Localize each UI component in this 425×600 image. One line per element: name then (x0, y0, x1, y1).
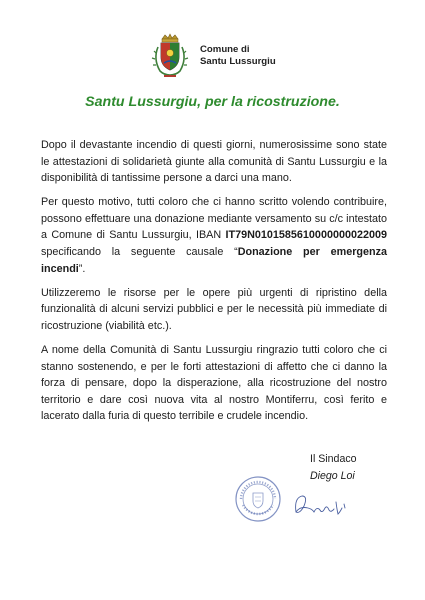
signature-block (310, 451, 357, 484)
paragraph-2 (41, 194, 387, 277)
letterhead (150, 33, 330, 83)
municipality-line-2: Santu Lussurgiu (200, 55, 276, 67)
coat-of-arms-logo (150, 33, 190, 81)
paragraph-2-middle: specificando la seguente causale “ (41, 246, 238, 259)
letter-headline: Santu Lussurgiu, per la ricostruzione. (85, 94, 340, 110)
paragraph-2-intro: Per questo motivo, tutti coloro che ci hanno scritto volendo contribuire, possono effettuare una donazione mediante versamento su c/c intestato a Comune di Santu Lussurgiu, IBAN (41, 196, 387, 242)
paragraph-2-end: ”. (78, 262, 86, 275)
letter-body (41, 137, 387, 433)
signer-name: Diego Loi (310, 469, 355, 482)
handwritten-signature (290, 488, 350, 522)
official-stamp (233, 474, 283, 524)
paragraph-3: Utilizzeremo le risorse per le opere più urgenti di ripristino della funzionalità di alcuni servizi pubblici e per le necessità più immediate di ricostruzione (viabilità etc.). (41, 286, 387, 332)
donation-causale: Donazione per emergenza incendi (41, 246, 387, 275)
municipality-name (200, 44, 276, 67)
paragraph-4: A nome della Comunità di Santu Lussurgiu ringrazio tutti coloro che ci stanno sostenendo, e per le forti attestazioni di affetto che ci danno la forza di pensare, dopo la disperazione, alla ricostruzione del nostro territorio e dare così nuova vita al nostro Montiferru, così ferito e lacerato dalla furia di questo terribile e crudele incendio. (41, 344, 387, 423)
paragraph-1: Dopo il devastante incendio di questi giorni, numerosissime sono state le attestazioni di solidarietà giunte alla comunità di Santu Lussurgiu e la disponibilità di tantissime persone a darci una mano. (41, 139, 387, 185)
iban-code: IT79N0101585610000000022009 (225, 229, 387, 242)
municipality-line-1: Comune di (200, 44, 250, 55)
signer-role: Il Sindaco (310, 453, 357, 465)
